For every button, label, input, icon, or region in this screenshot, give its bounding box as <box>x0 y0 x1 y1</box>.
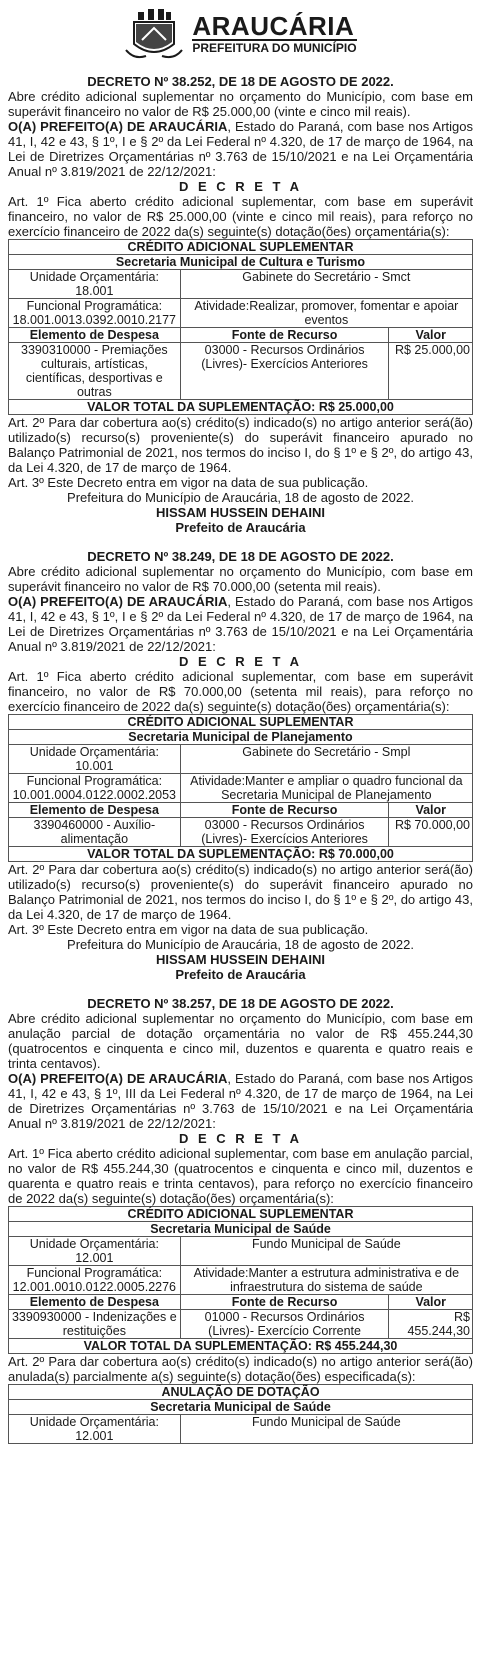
table-funcional: Funcional Programática: 12.001.0010.0122.0005.2276 <box>9 1266 181 1295</box>
table-gabinete: Fundo Municipal de Saúde <box>180 1237 472 1266</box>
preamble-authority: O(A) PREFEITO(A) DE ARAUCÁRIA <box>8 119 228 134</box>
decree-title: DECRETO Nº 38.252, DE 18 DE AGOSTO DE 2022. <box>87 74 394 89</box>
brand-name: ARAUCÁRIA <box>192 11 355 41</box>
annul-heading: ANULAÇÃO DE DOTAÇÃO <box>9 1385 473 1400</box>
cell-elemento: 3390460000 - Auxílio-alimentação <box>9 818 181 847</box>
article-2: Art. 2º Para dar cobertura ao(s) crédito(s) indicado(s) no artigo anterior será(ão) utilizado(s) recurso(s) proveniente(s) do superávit financeiro apurado no Balanço Patrimonial de 2021, nos termos do inciso I, do § 1º e § 2º, do artigo 43, da Lei 4.320, de 17 de março de 1964. <box>8 415 473 475</box>
decree-summary: Abre crédito adicional suplementar no orçamento do Município, com base em anulação parcial de dotação orçamentária no valor de R$ 455.244,30 (quatrocentos e cinquenta e cinco mil, duzentos e quarenta e quatro reais e trinta centavos). <box>8 1011 473 1071</box>
decree-preamble <box>8 119 473 179</box>
municipal-crest-icon <box>124 4 184 64</box>
decree-preamble <box>8 1071 473 1131</box>
place-date: Prefeitura do Município de Araucária, 18 de agosto de 2022. <box>67 490 414 505</box>
decreta-heading: D E C R E T A <box>178 654 303 669</box>
signer-name: HISSAM HUSSEIN DEHAINI <box>155 952 326 967</box>
decree-preamble <box>8 594 473 654</box>
col-elemento: Elemento de Despesa <box>9 1295 181 1310</box>
decree-38252 <box>8 74 473 535</box>
brand-subtitle: PREFEITURA DO MUNICÍPIO <box>192 41 357 55</box>
col-fonte: Fonte de Recurso <box>180 328 389 343</box>
decreta-heading: D E C R E T A <box>178 179 303 194</box>
table-unidade: Unidade Orçamentária: 18.001 <box>9 270 181 299</box>
cell-valor: R$ 25.000,00 <box>389 343 473 400</box>
preamble-authority: O(A) PREFEITO(A) DE ARAUCÁRIA <box>8 594 228 609</box>
decree-38257 <box>8 996 473 1444</box>
col-elemento: Elemento de Despesa <box>9 328 181 343</box>
signer-name: HISSAM HUSSEIN DEHAINI <box>155 505 326 520</box>
col-valor: Valor <box>389 1295 473 1310</box>
preamble-text: , Estado do Paraná, com base nos Artigos 41, I, 42 e 43, § 1º, I e § 2º da Lei Federal nº 4.320, de 17 de março de 1964, na Lei de Diretrizes Orçamentárias nº 3.763 de 15/10/2021 e na Lei Orçamentária Anual nº 3.819/2021 de 22/12/2021: <box>8 594 474 654</box>
credit-table <box>8 239 473 415</box>
signer-role: Prefeito de Araucária <box>175 520 306 535</box>
col-valor: Valor <box>389 328 473 343</box>
preamble-text: , Estado do Paraná, com base nos Artigos 41, I, 42 e 43, § 1º, III da Lei Federal nº 4.320, de 17 de março de 1964, na Lei de Diretrizes Orçamentárias nº 3.763 de 15/10/2021 e na Lei Orçamentária Anual nº 3.819/2021 de 22/12/2021: <box>8 1071 474 1131</box>
table-atividade: Atividade:Realizar, promover, fomentar e apoiar eventos <box>180 299 472 328</box>
masthead <box>8 0 473 68</box>
table-gabinete: Gabinete do Secretário - Smpl <box>180 745 472 774</box>
col-fonte: Fonte de Recurso <box>180 1295 389 1310</box>
decree-summary: Abre crédito adicional suplementar no orçamento do Município, com base em superávit financeiro no valor de R$ 25.000,00 (vinte e cinco mil reais). <box>8 89 473 119</box>
place-date: Prefeitura do Município de Araucária, 18 de agosto de 2022. <box>67 937 414 952</box>
signer-role: Prefeito de Araucária <box>175 967 306 982</box>
table-funcional: Funcional Programática: 10.001.0004.0122.0002.2053 <box>9 774 181 803</box>
table-funcional: Funcional Programática: 18.001.0013.0392.0010.2177 <box>9 299 181 328</box>
col-valor: Valor <box>389 803 473 818</box>
table-secretaria: Secretaria Municipal de Planejamento <box>9 730 473 745</box>
cell-fonte: 03000 - Recursos Ordinários (Livres)- Exercícios Anteriores <box>180 343 389 400</box>
cell-valor: R$ 455.244,30 <box>389 1310 473 1339</box>
decree-title: DECRETO Nº 38.249, DE 18 DE AGOSTO DE 2022. <box>87 549 394 564</box>
brand <box>192 13 356 55</box>
article-1: Art. 1º Fica aberto crédito adicional suplementar, com base em anulação parcial, no valor de R$ 455.244,30 (quatrocentos e cinquenta e cinco mil, duzentos e quarenta e quatro reais e trinta centavos), para reforço no exercício financeiro de 2022 da(s) seguinte(s) dotação(ões) orçamentária(s): <box>8 1146 473 1206</box>
cell-fonte: 03000 - Recursos Ordinários (Livres)- Exercícios Anteriores <box>180 818 389 847</box>
credit-table <box>8 1206 473 1354</box>
article-2: Art. 2º Para dar cobertura ao(s) crédito(s) indicado(s) no artigo anterior será(ão) anulada(s) parcialmente a(s) seguinte(s) dotação(ões) especificada(s): <box>8 1354 473 1384</box>
table-heading: CRÉDITO ADICIONAL SUPLEMENTAR <box>9 240 473 255</box>
credit-table <box>8 714 473 862</box>
table-total: VALOR TOTAL DA SUPLEMENTAÇÃO: R$ 25.000,00 <box>9 400 473 415</box>
decreta-heading: D E C R E T A <box>178 1131 303 1146</box>
article-3: Art. 3º Este Decreto entra em vigor na data de sua publicação. <box>8 475 369 490</box>
preamble-text: , Estado do Paraná, com base nos Artigos 41, I, 42 e 43, § 1º, I e § 2º da Lei Federal nº 4.320, de 17 de março de 1964, na Lei de Diretrizes Orçamentárias nº 3.763 de 15/10/2021 e na Lei Orçamentária Anual nº 3.819/2021 de 22/12/2021: <box>8 119 474 179</box>
article-1: Art. 1º Fica aberto crédito adicional suplementar, com base em superávit financeiro, no valor de R$ 25.000,00 (vinte e cinco mil reais), para reforço no exercício financeiro de 2022 da(s) seguinte(s) dotação(ões) orçamentária(s): <box>8 194 473 239</box>
cell-valor: R$ 70.000,00 <box>389 818 473 847</box>
annulment-table <box>8 1384 473 1444</box>
article-2: Art. 2º Para dar cobertura ao(s) crédito(s) indicado(s) no artigo anterior será(ão) utilizado(s) recurso(s) proveniente(s) do superávit financeiro apurado no Balanço Patrimonial de 2021, nos termos do inciso I, do § 1º e § 2º, do artigo 43, da Lei 4.320, de 17 de março de 1964. <box>8 862 473 922</box>
table-atividade: Atividade:Manter a estrutura administrativa e de infraestrutura do sistema de saúde <box>180 1266 472 1295</box>
decree-summary: Abre crédito adicional suplementar no orçamento do Município, com base em superávit financeiro no valor de R$ 70.000,00 (setenta mil reais). <box>8 564 473 594</box>
preamble-authority: O(A) PREFEITO(A) DE ARAUCÁRIA <box>8 1071 228 1086</box>
decree-title: DECRETO Nº 38.257, DE 18 DE AGOSTO DE 2022. <box>87 996 394 1011</box>
table-total: VALOR TOTAL DA SUPLEMENTAÇÃO: R$ 70.000,00 <box>9 847 473 862</box>
article-1: Art. 1º Fica aberto crédito adicional suplementar, com base em superávit financeiro, no valor de R$ 70.000,00 (setenta mil reais), para reforço no exercício financeiro de 2022 da(s) seguinte(s) dotação(ões) orçamentária(s): <box>8 669 473 714</box>
cell-elemento: 3390930000 - Indenizações e restituições <box>9 1310 181 1339</box>
table-secretaria: Secretaria Municipal de Cultura e Turismo <box>9 255 473 270</box>
table-secretaria: Secretaria Municipal de Saúde <box>9 1222 473 1237</box>
table-atividade: Atividade:Manter e ampliar o quadro funcional da Secretaria Municipal de Planejamento <box>180 774 472 803</box>
article-3: Art. 3º Este Decreto entra em vigor na data de sua publicação. <box>8 922 369 937</box>
table-total: VALOR TOTAL DA SUPLEMENTAÇÃO: R$ 455.244,30 <box>9 1339 473 1354</box>
col-elemento: Elemento de Despesa <box>9 803 181 818</box>
table-gabinete: Gabinete do Secretário - Smct <box>180 270 472 299</box>
cell-elemento: 3390310000 - Premiações culturais, artísticas, científicas, desportivas e outras <box>9 343 181 400</box>
table-heading: CRÉDITO ADICIONAL SUPLEMENTAR <box>9 1207 473 1222</box>
col-fonte: Fonte de Recurso <box>180 803 389 818</box>
annul-gabinete: Fundo Municipal de Saúde <box>180 1415 472 1444</box>
cell-fonte: 01000 - Recursos Ordinários (Livres)- Exercício Corrente <box>180 1310 389 1339</box>
table-heading: CRÉDITO ADICIONAL SUPLEMENTAR <box>9 715 473 730</box>
decree-38249 <box>8 549 473 982</box>
table-unidade: Unidade Orçamentária: 10.001 <box>9 745 181 774</box>
table-unidade: Unidade Orçamentária: 12.001 <box>9 1237 181 1266</box>
annul-secretaria: Secretaria Municipal de Saúde <box>9 1400 473 1415</box>
annul-unidade: Unidade Orçamentária: 12.001 <box>9 1415 181 1444</box>
